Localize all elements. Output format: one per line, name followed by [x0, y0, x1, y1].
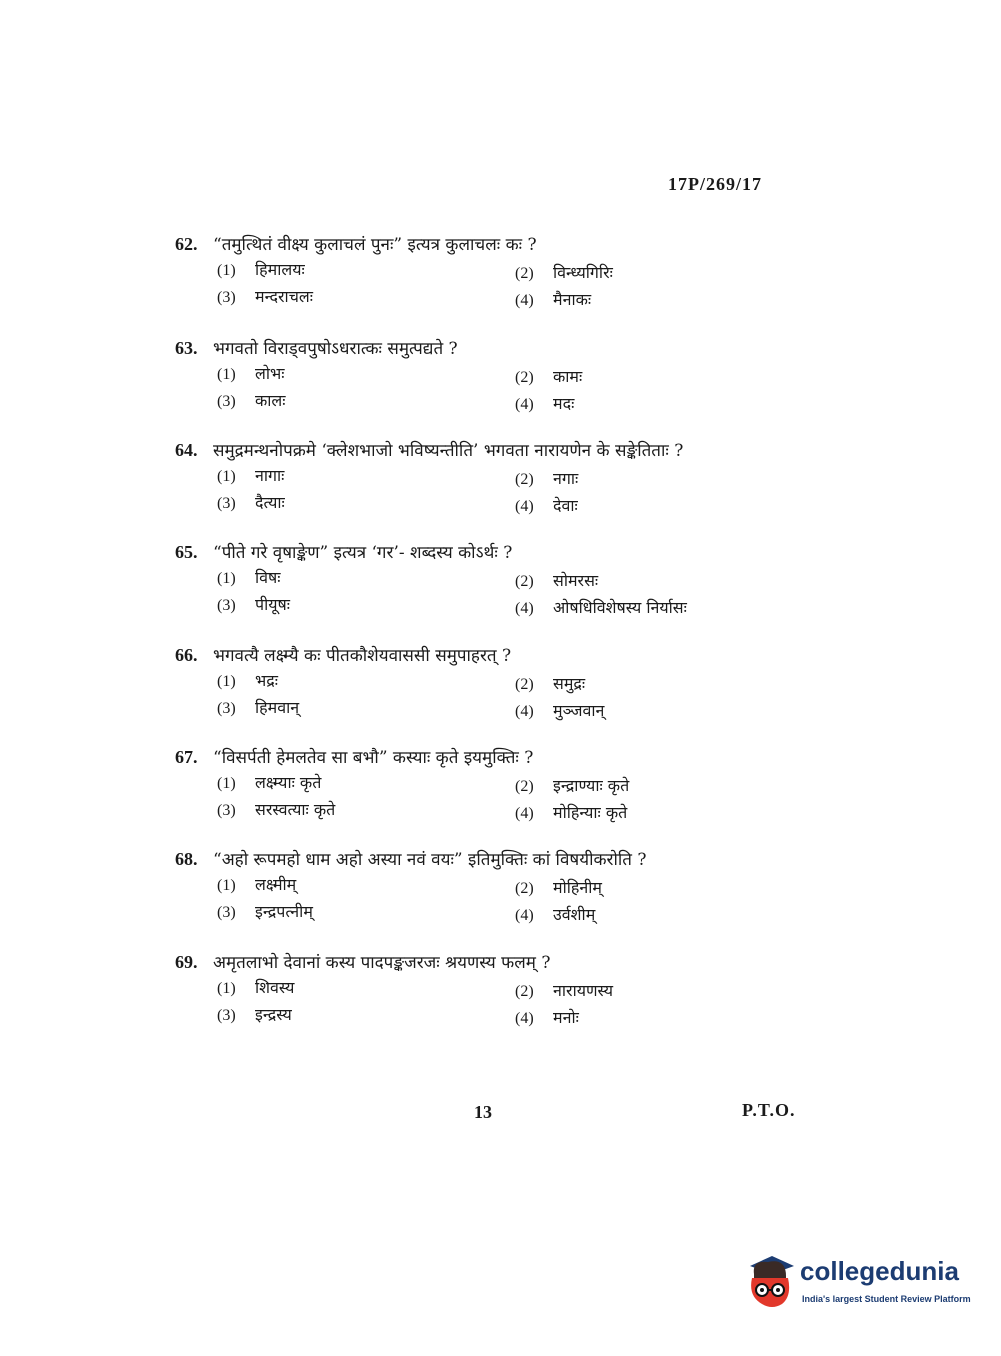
option-number: (2)	[515, 676, 534, 693]
option-text: सरस्वत्याः कृते	[255, 800, 336, 819]
option-text: भद्रः	[255, 671, 278, 690]
option-number: (1)	[217, 877, 236, 894]
option-row	[175, 258, 775, 285]
question-line	[175, 336, 775, 362]
option-text: लक्ष्म्याः कृते	[255, 773, 322, 792]
option-1	[217, 258, 305, 280]
question-text: समुद्रमन्थनोपक्रमे ‘क्लेशभाजो भविष्यन्तीति’ भगवता नारायणेन के सङ्केतिताः ?	[213, 441, 684, 461]
option-row	[175, 566, 775, 593]
option-text: दैत्याः	[255, 493, 285, 512]
option-text: मनोः	[553, 1008, 579, 1027]
option-number: (3)	[217, 700, 236, 717]
question-block	[175, 745, 775, 825]
question-block	[175, 232, 775, 312]
option-text: इन्द्रस्य	[255, 1005, 292, 1024]
option-row	[175, 873, 775, 900]
question-text: “पीते गरे वृषाङ्केण” इत्यत्र ‘गर’- शब्दस्य कोऽर्थः ?	[213, 543, 513, 563]
option-2	[515, 261, 613, 283]
option-number: (1)	[217, 366, 236, 383]
option-text: उर्वशीम्	[553, 905, 596, 924]
option-2	[515, 876, 602, 898]
option-text: पीयूषः	[255, 595, 290, 614]
option-number: (3)	[217, 495, 236, 512]
option-text: इन्द्राण्याः कृते	[553, 776, 630, 795]
option-number: (2)	[515, 573, 534, 590]
option-row	[175, 976, 775, 1003]
question-line	[175, 438, 775, 464]
question-block	[175, 643, 775, 723]
option-number: (3)	[217, 393, 236, 410]
brand-name: collegedunia	[800, 1256, 959, 1286]
option-4	[515, 801, 627, 823]
option-number: (4)	[515, 292, 534, 309]
option-3	[217, 491, 285, 513]
option-text: नारायणस्य	[553, 981, 614, 1000]
option-row	[175, 491, 775, 518]
option-row	[175, 900, 775, 927]
question-text: “अहो रूपमहो धाम अहो अस्या नवं वयः” इतिमुक्तिः कां विषयीकरोति ?	[213, 850, 647, 870]
option-row	[175, 798, 775, 825]
option-number: (4)	[515, 498, 534, 515]
option-text: सोमरसः	[553, 571, 599, 590]
option-text: शिवस्य	[255, 978, 295, 997]
option-text: ओषधिविशेषस्य निर्यासः	[553, 598, 687, 617]
option-number: (4)	[515, 907, 534, 924]
option-1	[217, 464, 284, 486]
option-number: (4)	[515, 1010, 534, 1027]
option-number: (2)	[515, 265, 534, 282]
option-number: (2)	[515, 983, 534, 1000]
option-number: (4)	[515, 396, 534, 413]
option-row	[175, 593, 775, 620]
option-2	[515, 672, 585, 694]
question-text: “तमुत्थितं वीक्ष्य कुलाचलं पुनः” इत्यत्र कुलाचलः कः ?	[213, 235, 537, 255]
collegedunia-watermark	[742, 1252, 972, 1316]
question-line	[175, 950, 775, 976]
option-4	[515, 903, 595, 925]
question-line	[175, 643, 775, 669]
brand-tagline: India's largest Student Review Platform	[802, 1294, 971, 1304]
option-text: विषः	[255, 568, 281, 587]
option-number: (4)	[515, 703, 534, 720]
option-number: (2)	[515, 880, 534, 897]
paper-code: 17P/269/17	[668, 174, 762, 194]
option-text: मोहिन्याः कृते	[553, 803, 628, 822]
question-line	[175, 745, 775, 771]
question-number: 64.	[175, 440, 198, 460]
option-number: (1)	[217, 468, 236, 485]
option-text: लोभः	[255, 364, 285, 383]
option-text: नगाः	[553, 469, 579, 488]
option-3	[217, 1003, 292, 1025]
option-number: (3)	[217, 802, 236, 819]
question-line	[175, 847, 775, 873]
option-4	[515, 288, 591, 310]
option-row	[175, 771, 775, 798]
option-row	[175, 362, 775, 389]
question-block	[175, 950, 775, 1030]
option-text: कालः	[255, 391, 286, 410]
option-number: (1)	[217, 673, 236, 690]
option-row	[175, 285, 775, 312]
option-number: (2)	[515, 778, 534, 795]
option-text: मुञ्जवान्	[553, 701, 605, 720]
option-3	[217, 798, 335, 820]
option-number: (2)	[515, 471, 534, 488]
question-number: 68.	[175, 849, 198, 869]
option-4	[515, 1006, 579, 1028]
option-number: (4)	[515, 805, 534, 822]
option-1	[217, 362, 284, 384]
pto-label: P.T.O.	[742, 1100, 796, 1120]
option-number: (1)	[217, 775, 236, 792]
option-text: लक्ष्मीम्	[255, 875, 297, 894]
mascot-logo-icon	[742, 1252, 798, 1312]
option-number: (3)	[217, 289, 236, 306]
question-number: 67.	[175, 747, 198, 767]
question-block	[175, 847, 775, 927]
option-number: (2)	[515, 369, 534, 386]
option-2	[515, 979, 613, 1001]
option-1	[217, 771, 321, 793]
option-row	[175, 696, 775, 723]
option-4	[515, 392, 574, 414]
option-3	[217, 593, 290, 615]
question-text: “विसर्पती हेमलतेव सा बभौ” कस्याः कृते इयमुक्तिः ?	[213, 748, 534, 768]
question-block	[175, 336, 775, 416]
option-row	[175, 389, 775, 416]
option-number: (3)	[217, 1007, 236, 1024]
question-number: 66.	[175, 645, 198, 665]
option-text: मैनाकः	[553, 290, 592, 309]
question-number: 69.	[175, 952, 198, 972]
option-number: (1)	[217, 980, 236, 997]
question-text: भगवत्यै लक्ष्म्यै कः पीतकौशेयवाससी समुपाहरत् ?	[213, 646, 512, 666]
option-4	[515, 596, 687, 618]
option-text: मदः	[553, 394, 575, 413]
question-number: 65.	[175, 542, 198, 562]
option-2	[515, 569, 598, 591]
question-line	[175, 540, 775, 566]
question-block	[175, 438, 775, 518]
question-number: 63.	[175, 338, 198, 358]
option-1	[217, 669, 278, 691]
option-text: समुद्रः	[553, 674, 586, 693]
option-text: नागाः	[255, 466, 285, 485]
option-row	[175, 1003, 775, 1030]
option-number: (1)	[217, 262, 236, 279]
option-number: (3)	[217, 597, 236, 614]
option-number: (3)	[217, 904, 236, 921]
option-2	[515, 365, 582, 387]
option-3	[217, 389, 286, 411]
option-text: मोहिनीम्	[553, 878, 602, 897]
option-text: मन्दराचलः	[255, 287, 313, 306]
option-number: (1)	[217, 570, 236, 587]
option-text: कामः	[553, 367, 583, 386]
option-1	[217, 873, 296, 895]
option-number: (4)	[515, 600, 534, 617]
option-text: देवाः	[553, 496, 578, 515]
option-text: हिमवान्	[255, 698, 300, 717]
option-row	[175, 669, 775, 696]
question-number: 62.	[175, 234, 198, 254]
question-text: अमृतलाभो देवानां कस्य पादपङ्कजरजः श्रयणस्य फलम् ?	[213, 953, 551, 973]
option-1	[217, 566, 281, 588]
option-3	[217, 900, 313, 922]
question-block	[175, 540, 775, 620]
option-4	[515, 699, 604, 721]
option-row	[175, 464, 775, 491]
option-text: हिमालयः	[255, 260, 305, 279]
option-1	[217, 976, 294, 998]
question-line	[175, 232, 775, 258]
option-2	[515, 774, 629, 796]
option-text: इन्द्रपत्नीम्	[255, 902, 313, 921]
page-number: 13	[474, 1102, 492, 1122]
option-4	[515, 494, 578, 516]
option-3	[217, 696, 299, 718]
option-2	[515, 467, 578, 489]
option-3	[217, 285, 313, 307]
question-text: भगवतो विराड्वपुषोऽधरात्कः समुत्पद्यते ?	[213, 339, 458, 359]
option-text: विन्ध्यगिरिः	[553, 263, 613, 282]
